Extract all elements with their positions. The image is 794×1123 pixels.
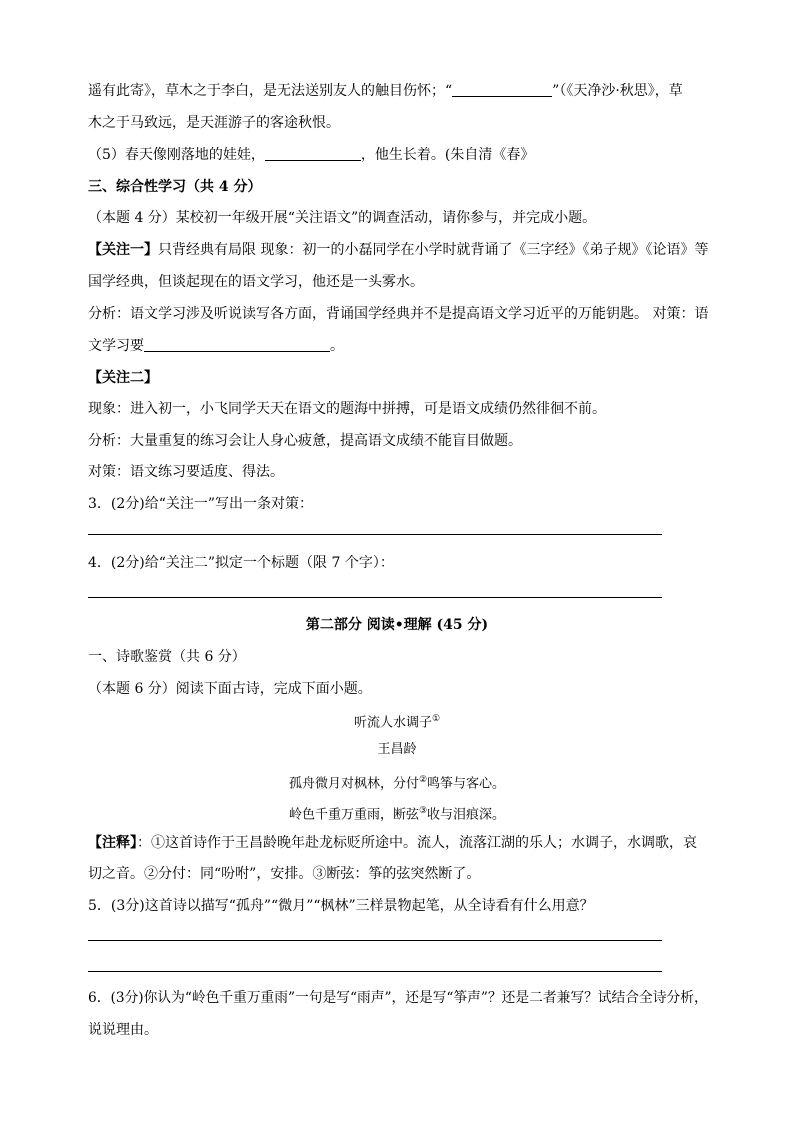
text-fragment: 收与泪痕深。 (427, 807, 506, 823)
question-item-5 (88, 145, 534, 165)
question-5: 5．(3分)这首诗以描写“孤舟”“微月”“枫林”三样景物起笔，从全诗看有什么用意？ (88, 898, 594, 914)
section-heading: 一、诗歌鉴赏（共 6 分） (88, 649, 246, 665)
text-fragment: 遥有此寄》，草木之于李白，是无法送别友人的触目伤怀；“ (88, 83, 453, 99)
part-heading: 第二部分 阅读•理解 (45 分) (305, 617, 489, 633)
text-fragment: （5）春天像刚落地的娃娃， (88, 147, 265, 163)
text-line: 国学经典，但谈起现在的语文学习，他还是一头雾水。 (88, 274, 424, 290)
focus-label: 【关注一】 (88, 242, 158, 258)
text-line: 现象：进入初一，小飞同学天天在语文的题海中拼搏，可是语文成绩仍然徘徊不前。 (88, 401, 606, 417)
text-fragment: 文学习要 (88, 338, 144, 354)
text-line: 切之音。②分付：同“吩咐”，安排。③断弦：筝的弦突然断了。 (88, 866, 481, 882)
answer-line[interactable] (88, 597, 662, 598)
text-fragment: 鸣筝与客心。 (427, 776, 506, 792)
poem-title (0, 709, 794, 733)
text-line: 说说理由。 (88, 1022, 158, 1038)
fill-blank[interactable] (144, 337, 330, 352)
text-line (88, 81, 683, 101)
focus-one (88, 240, 708, 260)
question-3: 3．(2分)给“关注一”写出一条对策： (88, 496, 314, 512)
note-mark: ② (418, 775, 428, 785)
poem-line (0, 801, 794, 825)
text-fragment: 孤舟微月对枫林，分付 (288, 776, 419, 792)
section-heading: 三、综合性学习（共 4 分） (88, 179, 262, 195)
question-6: 6．(3分)你认为“岭色千重万重雨”一句是写“雨声”，还是写“筝声”？还是二者兼写？试结合全诗分析， (88, 990, 708, 1006)
note-mark: ① (431, 714, 441, 724)
answer-line[interactable] (88, 534, 662, 535)
focus-label: 【关注二】 (88, 370, 158, 386)
annotation (88, 833, 697, 853)
text-fragment: ，他生长着。(朱自清《春》 (360, 147, 535, 163)
text-line (88, 336, 344, 356)
text-line: 木之于马致远，是天涯游子的客途秋恨。 (88, 115, 340, 131)
note-label: 【注释】 (88, 835, 137, 851)
fill-blank[interactable] (265, 146, 361, 161)
text-line: 分析：大量重复的练习会让人身心疲惫，提高语文成绩不能盲目做题。 (88, 433, 522, 449)
text-line: 对策：语文练习要适度、得法。 (88, 464, 284, 480)
poem-author: 王昌龄 (377, 742, 417, 757)
text-fragment: ：①这首诗作于王昌龄晚年赴龙标贬所途中。流人，流落江湖的乐人；水调子，水调歌，哀 (137, 835, 697, 851)
text-fragment: 只背经典有局限 现象：初一的小磊同学在小学时就背诵了《三字经》《弟子规》《论语》等 (158, 242, 709, 258)
text-line: 分析：语文学习涉及听说读写各方面，背诵国学经典并不是提高语文学习近平的万能钥匙。 对策：语 (88, 306, 709, 322)
answer-line[interactable] (88, 971, 662, 972)
poem-line (0, 770, 794, 794)
text-fragment: 。 (330, 338, 344, 354)
text-fragment: 岭色千重万重雨，断弦 (288, 807, 419, 823)
fill-blank[interactable] (452, 82, 552, 97)
text-line: （本题 6 分）阅读下面古诗，完成下面小题。 (88, 681, 372, 697)
answer-line[interactable] (88, 940, 662, 941)
text-line: （本题 4 分）某校初一年级开展“关注语文”的调查活动，请你参与，并完成小题。 (88, 210, 597, 226)
question-4: 4．(2分)给“关注二”拟定一个标题（限 7 个字）： (88, 555, 394, 571)
text-fragment: ”（《天净沙·秋思》，草 (552, 83, 683, 99)
poem-title-text: 听流人水调子 (353, 715, 432, 731)
note-mark: ③ (418, 806, 428, 816)
